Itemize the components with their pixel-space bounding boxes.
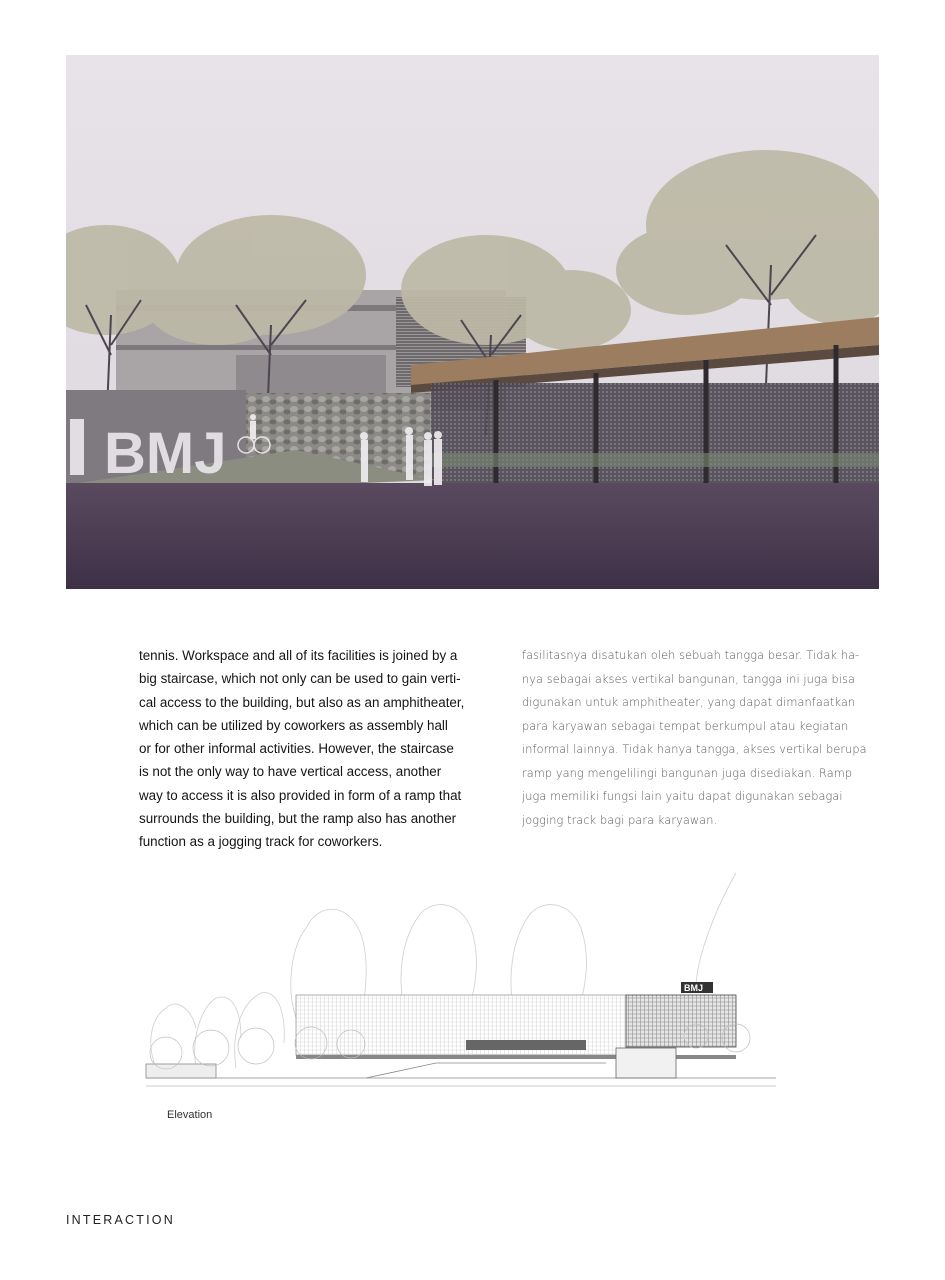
text-line: para karyawan sebagai tempat berkumpul atau kegiatan — [522, 719, 849, 733]
text-line: tennis. Workspace and all of its facilities is joined by a — [139, 648, 458, 663]
text-line: cal access to the building, but also as an amphitheater, — [139, 694, 465, 710]
body-text-english — [139, 644, 501, 854]
elevation-drawing — [136, 868, 776, 1104]
hero-rendering — [66, 55, 879, 589]
text-line: ramp yang mengelilingi bangunan juga disediakan. Ramp — [522, 766, 853, 780]
text-line: digunakan untuk amphitheater, yang dapat dimanfaatkan — [522, 696, 856, 709]
bmj-sign: BMJ — [104, 421, 227, 486]
body-text-indonesian — [522, 644, 878, 832]
text-line: jogging track bagi para karyawan. — [522, 813, 718, 827]
text-line: juga memiliki fungsi lain yaitu dapat digunakan sebagai — [522, 790, 843, 803]
text-line: big staircase, which not only can be used to gain verti- — [139, 671, 461, 687]
elevation-bmj-sign: BMJ — [684, 983, 704, 993]
text-line: informal lainnya. Tidak hanya tangga, akses vertikal berupa — [522, 743, 867, 756]
figure-caption: Elevation — [167, 1109, 213, 1121]
text-line: way to access it is also provided in form of a ramp that — [139, 787, 462, 803]
ground-plaza — [66, 483, 879, 589]
text-line: function as a jogging track for coworkers. — [139, 834, 383, 850]
text-line: or for other informal activities. However, the staircase — [139, 741, 454, 757]
text-line: fasilitasnya disatukan oleh sebuah tangga besar. Tidak ha- — [522, 649, 860, 662]
text-line: nya sebagai akses vertikal bangunan, tangga ini juga bisa — [522, 672, 855, 686]
section-label: INTERACTION — [66, 1213, 175, 1227]
text-line: is not the only way to have vertical access, another — [139, 764, 442, 780]
text-line: surrounds the building, but the ramp also has another — [139, 811, 457, 827]
text-line: which can be utilized by coworkers as assembly hall — [139, 717, 448, 733]
